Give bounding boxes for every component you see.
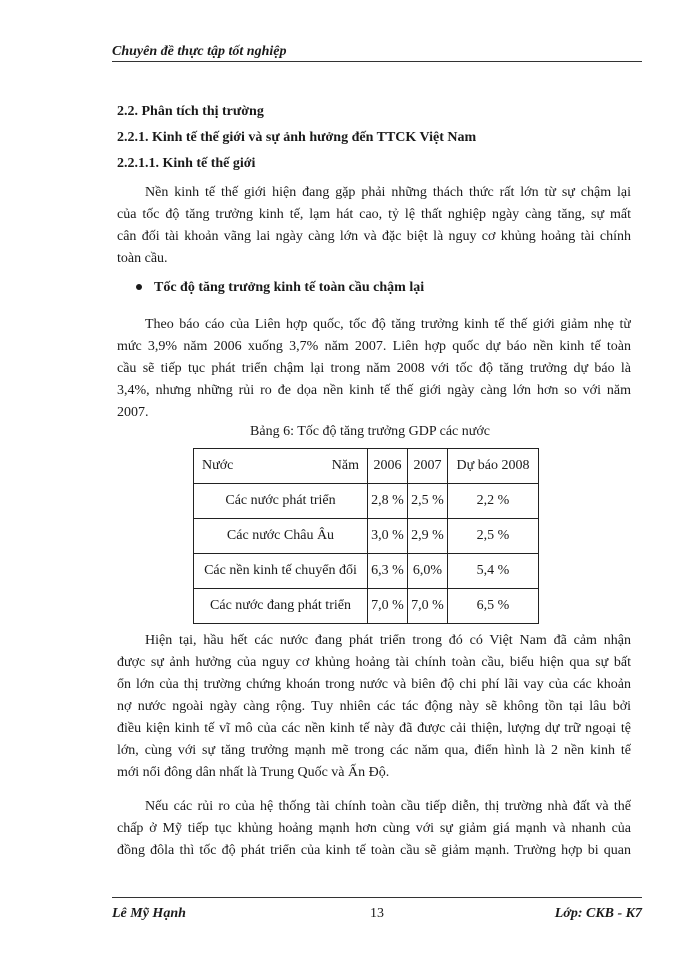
cell-value: 2,8 % (368, 484, 408, 519)
text-line: toàn cầu. (117, 251, 168, 266)
text-line: Nền kinh tế thế giới hiện đang gặp phải những thách thức rất lớn từ sự chậm lại (145, 185, 631, 200)
text-line: 3,4%, nhưng những rủi ro đe dọa nền kinh tế thế giới ngày càng lớn hơn so với năm (117, 383, 631, 398)
footer-class: Lớp: CKB - K7 (554, 906, 642, 921)
paragraph-risks (117, 796, 631, 862)
table-caption: Bảng 6: Tốc độ tăng trưởng GDP các nước (250, 424, 490, 439)
text-line: lớn, cùng với sự tăng trưởng mạnh mẽ trong các năm qua, điển hình là 2 nền kinh tế (117, 743, 631, 758)
header-year-label: Năm (331, 458, 359, 473)
row-label: Các nền kinh tế chuyển đổi (194, 554, 368, 589)
text-line: của tốc độ tăng trưởng kinh tế, lạm hát cao, tỷ lệ thất nghiệp ngày càng tăng, sự mất (117, 207, 631, 222)
paragraph-un-report (117, 314, 631, 424)
paragraph-world-economy (117, 182, 631, 270)
header-title: Chuyên đề thực tập tốt nghiệp (112, 44, 287, 59)
footer-author: Lê Mỹ Hạnh (112, 906, 186, 921)
cell-value: 7,0 % (368, 589, 408, 624)
table-row (194, 519, 539, 554)
text-line: 2007. (117, 405, 149, 420)
text-line: chấp ở Mỹ tiếp tục khủng hoảng mạnh hơn cùng với sự giảm giá mạnh và nhanh của (117, 821, 631, 836)
paragraph-developing-countries (117, 630, 631, 784)
row-label: Các nước Châu Âu (194, 519, 368, 554)
cell-value: 7,0 % (408, 589, 448, 624)
text-line: đồng đôla thì tốc độ phát triển của kinh tế toàn cầu sẽ giảm mạnh. Trường hợp bi quan (117, 843, 631, 858)
cell-value: 2,5 % (408, 484, 448, 519)
text-line: mức 3,9% năm 2006 xuống 3,7% năm 2007. Liên hợp quốc dự báo nền kinh tế toàn (117, 339, 631, 354)
cell-value: 2,9 % (408, 519, 448, 554)
cell-value: 2,2 % (448, 484, 539, 519)
text-line: Theo báo cáo của Liên hợp quốc, tốc độ tăng trưởng kinh tế thế giới giảm nhẹ từ (145, 317, 631, 332)
cell-value: 2,5 % (448, 519, 539, 554)
text-line: ổn lớn của thị trường chứng khoán trong nước và biên độ chi phí lãi vay của các khoản (117, 677, 631, 692)
heading-2-2: 2.2. Phân tích thị trường (117, 104, 264, 119)
bullet-text: Tốc độ tăng trưởng kinh tế toàn cầu chậm lại (154, 280, 425, 295)
text-line: cầu sẽ tiếp tục phát triển chậm lại trong năm 2008 với tốc độ tăng trưởng dự báo là (117, 361, 631, 376)
heading-2-2-1: 2.2.1. Kinh tế thế giới và sự ảnh hưởng đến TTCK Việt Nam (117, 130, 477, 145)
page-number: 13 (370, 906, 384, 921)
text-line: mới nổi đông dân nhất là Trung Quốc và Ấn Độ. (117, 765, 390, 780)
text-line: Hiện tại, hầu hết các nước đang phát triển trong đó có Việt Nam đã cảm nhận (145, 633, 631, 648)
row-label: Các nước đang phát triển (194, 589, 368, 624)
table-row (194, 589, 539, 624)
cell-value: 3,0 % (368, 519, 408, 554)
table-header-row (194, 449, 539, 484)
page-footer (112, 897, 642, 925)
page-header (112, 42, 642, 62)
bullet-icon (136, 284, 142, 290)
text-line: nợ nước ngoài ngày càng rộng. Tuy nhiên các tác động này sẽ không tồn tại lâu bởi (117, 699, 631, 714)
cell-value: 5,4 % (448, 554, 539, 589)
cell-value: 6,5 % (448, 589, 539, 624)
text-line: Nếu các rủi ro của hệ thống tài chính toàn cầu tiếp diễn, thị trường nhà đất và thế (145, 799, 631, 814)
header-country-label: Nước (202, 458, 234, 473)
header-forecast-2008: Dự báo 2008 (448, 449, 539, 484)
gdp-growth-table (193, 448, 539, 624)
table-row (194, 554, 539, 589)
text-line: điều kiện kinh tế vĩ mô của các nền kinh tế này đã được cải thiện, lượng dự trữ ngoại tệ (117, 721, 631, 736)
row-label: Các nước phát triển (194, 484, 368, 519)
bullet-growth-slowdown (136, 280, 424, 296)
header-2007: 2007 (408, 449, 448, 484)
table-row (194, 484, 539, 519)
text-line: cân đối tài khoản vãng lai ngày càng lớn và đặc biệt là nguy cơ khủng hoảng tài chính (117, 229, 631, 244)
cell-value: 6,3 % (368, 554, 408, 589)
cell-value: 6,0% (408, 554, 448, 589)
heading-2-2-1-1: 2.2.1.1. Kinh tế thế giới (117, 156, 256, 171)
text-line: được sự ảnh hưởng của nguy cơ khủng hoảng tài chính toàn cầu, biểu hiện qua sự bất (117, 655, 631, 670)
header-2006: 2006 (368, 449, 408, 484)
header-corner-cell (194, 449, 368, 484)
